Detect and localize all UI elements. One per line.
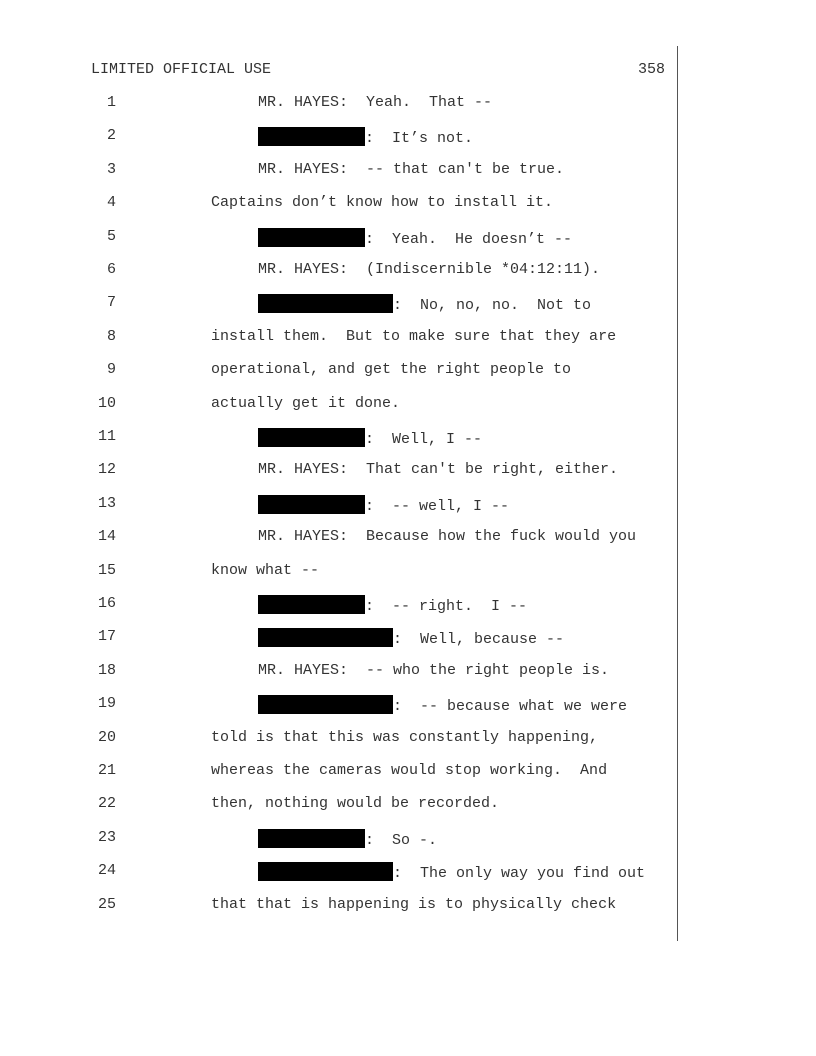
line-number: 24 [97, 862, 116, 879]
line-number: 7 [106, 294, 116, 311]
line-content [258, 127, 473, 147]
line-content [258, 94, 492, 111]
line-content [258, 495, 509, 515]
line-content [258, 428, 482, 448]
transcript-line [0, 161, 816, 181]
line-content [258, 628, 564, 648]
line-content [211, 795, 499, 812]
line-text: : -- because what we were [393, 698, 628, 715]
line-number: 3 [106, 161, 116, 178]
line-content [258, 695, 627, 715]
redaction-block [258, 228, 365, 247]
line-number: 25 [97, 896, 116, 913]
redaction-block [258, 428, 365, 447]
line-text: : The only way you find out [393, 865, 646, 882]
line-text: MR. HAYES: Yeah. That -- [258, 94, 493, 111]
line-number: 12 [97, 461, 116, 478]
transcript-line [0, 662, 816, 682]
line-text: that that is happening is to physically check [211, 896, 617, 913]
redaction-block [258, 862, 393, 881]
line-text: told is that this was constantly happening, [211, 729, 599, 746]
line-content [258, 829, 437, 849]
transcript-line [0, 428, 816, 448]
redaction-block [258, 495, 365, 514]
transcript-line [0, 361, 816, 381]
transcript-line [0, 829, 816, 849]
line-number: 1 [106, 94, 116, 111]
transcript-line [0, 395, 816, 415]
line-number: 11 [97, 428, 116, 445]
line-text: Captains don’t know how to install it. [211, 194, 554, 211]
line-content [258, 261, 600, 278]
line-number: 22 [97, 795, 116, 812]
line-content [258, 862, 645, 882]
line-text: know what -- [211, 562, 320, 579]
line-content [211, 328, 616, 345]
transcript-line [0, 762, 816, 782]
line-text: whereas the cameras would stop working. And [211, 762, 608, 779]
redaction-block [258, 294, 393, 313]
line-content [258, 161, 564, 178]
redaction-block [258, 628, 393, 647]
line-text: : No, no, no. Not to [393, 297, 592, 314]
line-number: 16 [97, 595, 116, 612]
line-content [211, 762, 607, 779]
line-text: MR. HAYES: That can't be right, either. [258, 461, 619, 478]
redaction-block [258, 829, 365, 848]
redaction-block [258, 127, 365, 146]
transcript-line [0, 562, 816, 582]
line-text: MR. HAYES: (Indiscernible *04:12:11). [258, 261, 601, 278]
transcript-line [0, 595, 816, 615]
line-number: 8 [106, 328, 116, 345]
line-number: 13 [97, 495, 116, 512]
page-number: 358 [638, 61, 666, 78]
transcript-line [0, 461, 816, 481]
transcript-line [0, 228, 816, 248]
line-number: 23 [97, 829, 116, 846]
redaction-block [258, 595, 365, 614]
transcript-line [0, 795, 816, 815]
page-header-classification: LIMITED OFFICIAL USE [91, 61, 272, 78]
line-content [258, 662, 609, 679]
transcript-line [0, 294, 816, 314]
line-number: 6 [106, 261, 116, 278]
line-text: : It’s not. [365, 130, 474, 147]
line-text: MR. HAYES: -- who the right people is. [258, 662, 610, 679]
line-number: 10 [97, 395, 116, 412]
transcript-line [0, 628, 816, 648]
line-number: 4 [106, 194, 116, 211]
transcript-line [0, 328, 816, 348]
transcript-line [0, 495, 816, 515]
line-number: 20 [97, 729, 116, 746]
line-content [211, 896, 616, 913]
redaction-block [258, 695, 393, 714]
line-content [211, 729, 598, 746]
transcript-line [0, 94, 816, 114]
line-text: : Well, because -- [393, 631, 565, 648]
transcript-line [0, 695, 816, 715]
line-content [211, 395, 400, 412]
transcript-line [0, 862, 816, 882]
line-number: 18 [97, 662, 116, 679]
line-text: install them. But to make sure that they are [211, 328, 617, 345]
line-content [211, 361, 571, 378]
transcript-line [0, 729, 816, 749]
line-text: MR. HAYES: Because how the fuck would you [258, 528, 637, 545]
line-content [258, 294, 591, 314]
line-text: then, nothing would be recorded. [211, 795, 500, 812]
transcript-line [0, 261, 816, 281]
line-number: 9 [106, 361, 116, 378]
line-text: : Yeah. He doesn’t -- [365, 231, 573, 248]
transcript-line [0, 194, 816, 214]
transcript-line [0, 127, 816, 147]
line-text: : -- right. I -- [365, 598, 528, 615]
line-text: : So -. [365, 832, 438, 849]
transcript-line [0, 528, 816, 548]
line-number: 5 [106, 228, 116, 245]
line-content [258, 595, 527, 615]
line-number: 17 [97, 628, 116, 645]
line-number: 19 [97, 695, 116, 712]
line-number: 21 [97, 762, 116, 779]
line-text: operational, and get the right people to [211, 361, 572, 378]
line-number: 2 [106, 127, 116, 144]
line-content [211, 194, 553, 211]
line-text: : Well, I -- [365, 431, 483, 448]
line-content [258, 461, 618, 478]
line-number: 14 [97, 528, 116, 545]
line-number: 15 [97, 562, 116, 579]
line-text: : -- well, I -- [365, 498, 510, 515]
line-text: actually get it done. [211, 395, 401, 412]
line-content [211, 562, 319, 579]
line-content [258, 528, 636, 545]
line-content [258, 228, 572, 248]
line-text: MR. HAYES: -- that can't be true. [258, 161, 565, 178]
transcript-line [0, 896, 816, 916]
